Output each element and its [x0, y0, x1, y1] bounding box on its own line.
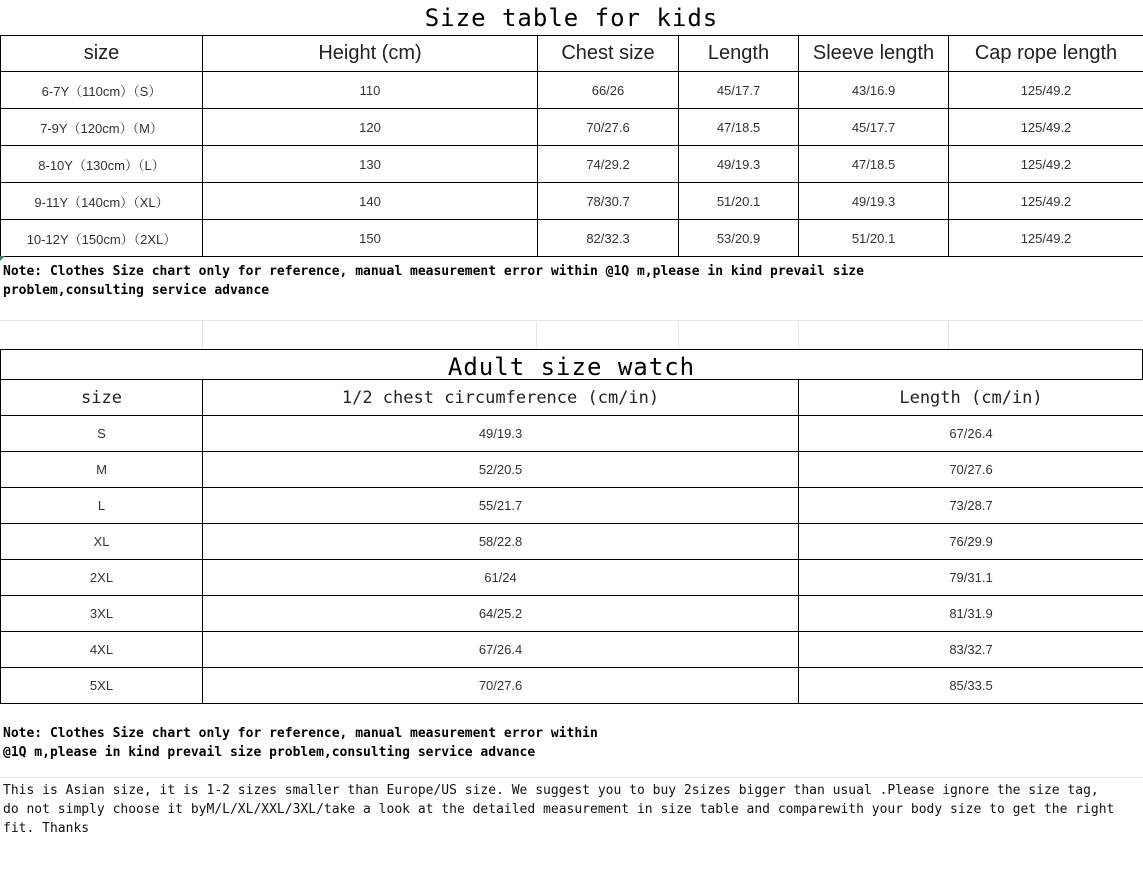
kids-height-cell: 140	[203, 183, 538, 220]
adult-length-cell: 76/29.9	[799, 524, 1143, 560]
adult-table-title: Adult size watch	[447, 353, 696, 381]
kids-cap-rope-cell: 125/49.2	[949, 109, 1143, 146]
adult-chest-cell: 52/20.5	[203, 452, 799, 488]
kids-size-table	[0, 35, 1143, 257]
kids-table-title: Size table for kids	[424, 4, 719, 32]
table-row	[1, 452, 1143, 488]
adult-chest-cell: 58/22.8	[203, 524, 799, 560]
kids-size-cell: 8-10Y（130cm）（L）	[1, 146, 203, 183]
table-row	[1, 596, 1143, 632]
table-row	[1, 416, 1143, 452]
gridline	[0, 777, 1143, 778]
kids-chest-cell: 70/27.6	[538, 109, 679, 146]
table-row	[1, 183, 1143, 220]
kids-sleeve-cell: 47/18.5	[799, 146, 949, 183]
kids-length-cell: 47/18.5	[679, 109, 799, 146]
kids-sleeve-cell: 51/20.1	[799, 220, 949, 257]
adult-length-cell: 83/32.7	[799, 632, 1143, 668]
adult-length-cell: 67/26.4	[799, 416, 1143, 452]
adult-chest-cell: 49/19.3	[203, 416, 799, 452]
kids-chest-cell: 82/32.3	[538, 220, 679, 257]
table-row	[1, 632, 1143, 668]
table-row	[1, 560, 1143, 596]
adult-size-cell: 4XL	[1, 632, 203, 668]
adult-note: Note: Clothes Size chart only for reference, manual measurement error within @1Q m,please in kind prevail size problem,consulting service advance	[3, 726, 598, 760]
adult-header-length: Length (cm/in)	[799, 380, 1143, 416]
kids-size-cell: 10-12Y（150cm）（2XL）	[1, 220, 203, 257]
table-row	[1, 109, 1143, 146]
adult-size-cell: L	[1, 488, 203, 524]
adult-size-cell: 2XL	[1, 560, 203, 596]
kids-cap-rope-cell: 125/49.2	[949, 183, 1143, 220]
kids-length-cell: 45/17.7	[679, 72, 799, 109]
cell-marker	[0, 256, 5, 261]
adult-size-cell: 3XL	[1, 596, 203, 632]
table-row	[1, 146, 1143, 183]
kids-header-size: size	[1, 36, 203, 72]
table-row	[1, 488, 1143, 524]
table-row	[1, 72, 1143, 109]
kids-chest-cell: 66/26	[538, 72, 679, 109]
kids-header-sleeve: Sleeve length	[799, 36, 949, 72]
kids-cap-rope-cell: 125/49.2	[949, 146, 1143, 183]
adult-size-table	[0, 379, 1143, 704]
table-row	[1, 524, 1143, 560]
kids-height-cell: 150	[203, 220, 538, 257]
kids-cap-rope-cell: 125/49.2	[949, 220, 1143, 257]
kids-size-cell: 9-11Y（140cm）（XL）	[1, 183, 203, 220]
adult-header-chest: 1/2 chest circumference (cm/in)	[203, 380, 799, 416]
adult-size-cell: M	[1, 452, 203, 488]
kids-size-cell: 6-7Y（110cm）（S）	[1, 72, 203, 109]
adult-chest-cell: 70/27.6	[203, 668, 799, 704]
adult-length-cell: 81/31.9	[799, 596, 1143, 632]
adult-table-top-border	[0, 349, 1143, 350]
gridline	[536, 320, 537, 349]
gridline	[202, 320, 203, 349]
adult-size-cell: S	[1, 416, 203, 452]
kids-chest-cell: 74/29.2	[538, 146, 679, 183]
adult-length-cell: 79/31.1	[799, 560, 1143, 596]
kids-sleeve-cell: 45/17.7	[799, 109, 949, 146]
kids-sleeve-cell: 43/16.9	[799, 72, 949, 109]
gridline	[678, 320, 679, 349]
kids-length-cell: 51/20.1	[679, 183, 799, 220]
adult-length-cell: 73/28.7	[799, 488, 1143, 524]
adult-header-size: size	[1, 380, 203, 416]
table-row	[1, 668, 1143, 704]
adult-size-cell: 5XL	[1, 668, 203, 704]
kids-height-cell: 120	[203, 109, 538, 146]
adult-chest-cell: 67/26.4	[203, 632, 799, 668]
adult-length-cell: 85/33.5	[799, 668, 1143, 704]
table-row	[1, 220, 1143, 257]
kids-size-cell: 7-9Y（120cm）（M）	[1, 109, 203, 146]
gridline	[948, 320, 949, 349]
gridline	[798, 320, 799, 349]
adult-chest-cell: 64/25.2	[203, 596, 799, 632]
kids-header-cap-rope: Cap rope length	[949, 36, 1143, 72]
kids-chest-cell: 78/30.7	[538, 183, 679, 220]
kids-header-length: Length	[679, 36, 799, 72]
asian-size-notice: This is Asian size, it is 1-2 sizes smaller than Europe/US size. We suggest you to buy 2sizes bigger than usual .Please ignore the size tag, do not simply choose it byM/L/XL/XXL/3XL/take a look at the detailed measurement in size table and comparewith your body size to get the right fit. Thanks	[3, 783, 1115, 836]
kids-sleeve-cell: 49/19.3	[799, 183, 949, 220]
adult-header-row	[1, 380, 1143, 416]
gridline	[0, 320, 1143, 321]
kids-length-cell: 49/19.3	[679, 146, 799, 183]
adult-chest-cell: 61/24	[203, 560, 799, 596]
adult-chest-cell: 55/21.7	[203, 488, 799, 524]
kids-header-row	[1, 36, 1143, 72]
adult-length-cell: 70/27.6	[799, 452, 1143, 488]
kids-header-chest: Chest size	[538, 36, 679, 72]
kids-height-cell: 130	[203, 146, 538, 183]
kids-note: Note: Clothes Size chart only for reference, manual measurement error within @1Q m,please in kind prevail size problem,consulting service advance	[3, 264, 864, 298]
kids-cap-rope-cell: 125/49.2	[949, 72, 1143, 109]
kids-header-height: Height (cm)	[203, 36, 538, 72]
kids-length-cell: 53/20.9	[679, 220, 799, 257]
kids-height-cell: 110	[203, 72, 538, 109]
adult-size-cell: XL	[1, 524, 203, 560]
